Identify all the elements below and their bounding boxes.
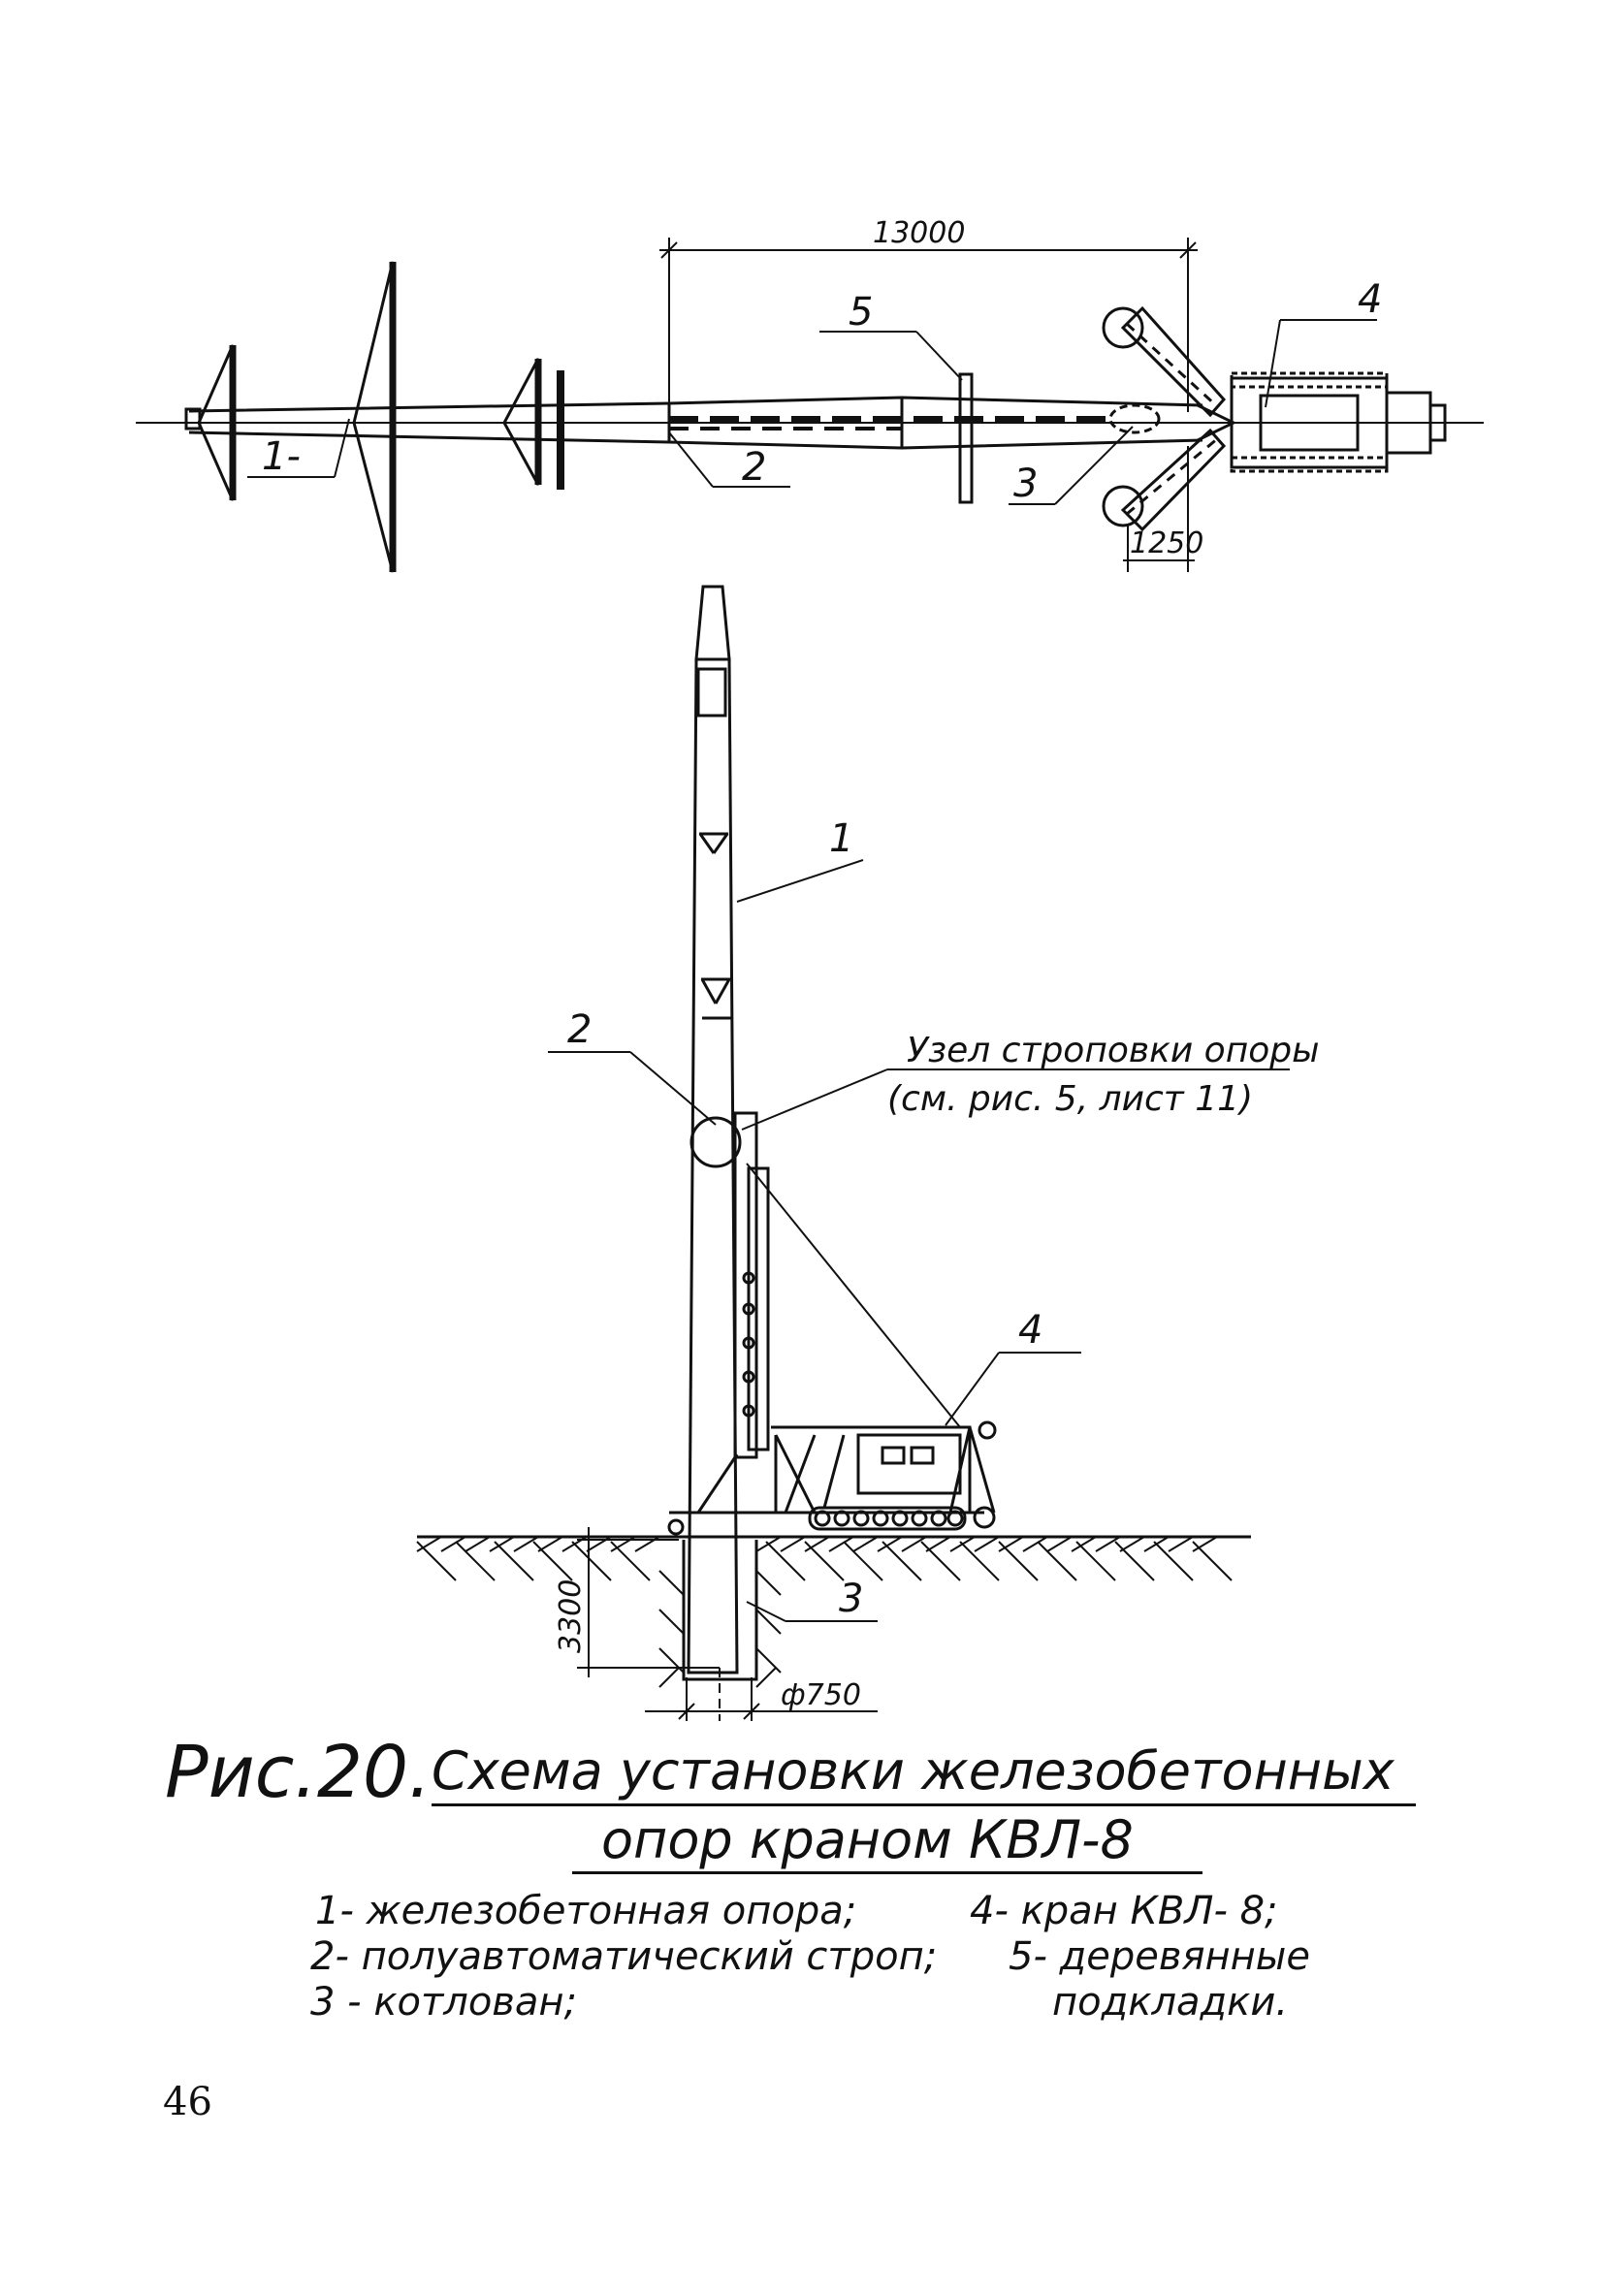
elev-callout-1: 1: [829, 816, 854, 861]
plan-sleeper: [960, 374, 972, 502]
dim-depth: [577, 1527, 720, 1677]
plan-callout-4: 4: [1358, 277, 1383, 322]
plan-callout-3: 3: [1013, 462, 1039, 506]
title-underline-2: [572, 1871, 1202, 1874]
sling-note-line1: Узел строповки опоры: [907, 1031, 1320, 1070]
page-number: 46: [163, 2080, 212, 2124]
plan-callout-2: 2: [742, 445, 767, 490]
plan-callout-5: 5: [849, 290, 874, 335]
plan-dim-13000-label: 13000: [873, 216, 966, 250]
pit: [684, 1540, 756, 1721]
figure-number: Рис.20.: [165, 1731, 432, 1814]
plan-dimension-13000: [659, 238, 1198, 412]
figure-title-line2: опор краном КВЛ-8: [601, 1809, 1134, 1870]
elev-depth-label: 3300: [554, 1578, 588, 1653]
legend-item-4: 4- кран КВЛ- 8;: [970, 1889, 1278, 1933]
elev-callout-2: 2: [567, 1007, 593, 1052]
figure-title-line1: Схема установки железобетонных: [432, 1740, 1395, 1802]
soil-hatching: [417, 1537, 1232, 1687]
legend-item-5-cont: подкладки.: [1052, 1980, 1289, 2025]
legend-item-2: 2- полуавтоматический строп;: [310, 1934, 938, 1979]
legend-item-1: 1- железобетонная опора;: [315, 1889, 857, 1933]
elev-callout-4: 4: [1018, 1308, 1043, 1353]
sling-note-line2: (см. рис. 5, лист 11): [887, 1079, 1254, 1119]
crane-boom: [698, 1113, 960, 1513]
elev-diameter-label: ф750: [781, 1678, 861, 1712]
plan-view: [136, 238, 1484, 572]
crane-body: [669, 1422, 995, 1534]
elev-callout-3: 3: [839, 1577, 864, 1621]
title-underline-1: [432, 1803, 1416, 1806]
plan-dim-1250-label: 1250: [1130, 526, 1204, 560]
plan-crane: [1104, 308, 1445, 529]
legend-item-5: 5- деревянные: [1009, 1934, 1310, 1979]
elevation-view: [417, 587, 1290, 1721]
legend-item-3: 3 - котлован;: [310, 1980, 577, 2025]
plan-traverses: [199, 262, 561, 572]
plan-callout-1: 1-: [262, 434, 301, 479]
